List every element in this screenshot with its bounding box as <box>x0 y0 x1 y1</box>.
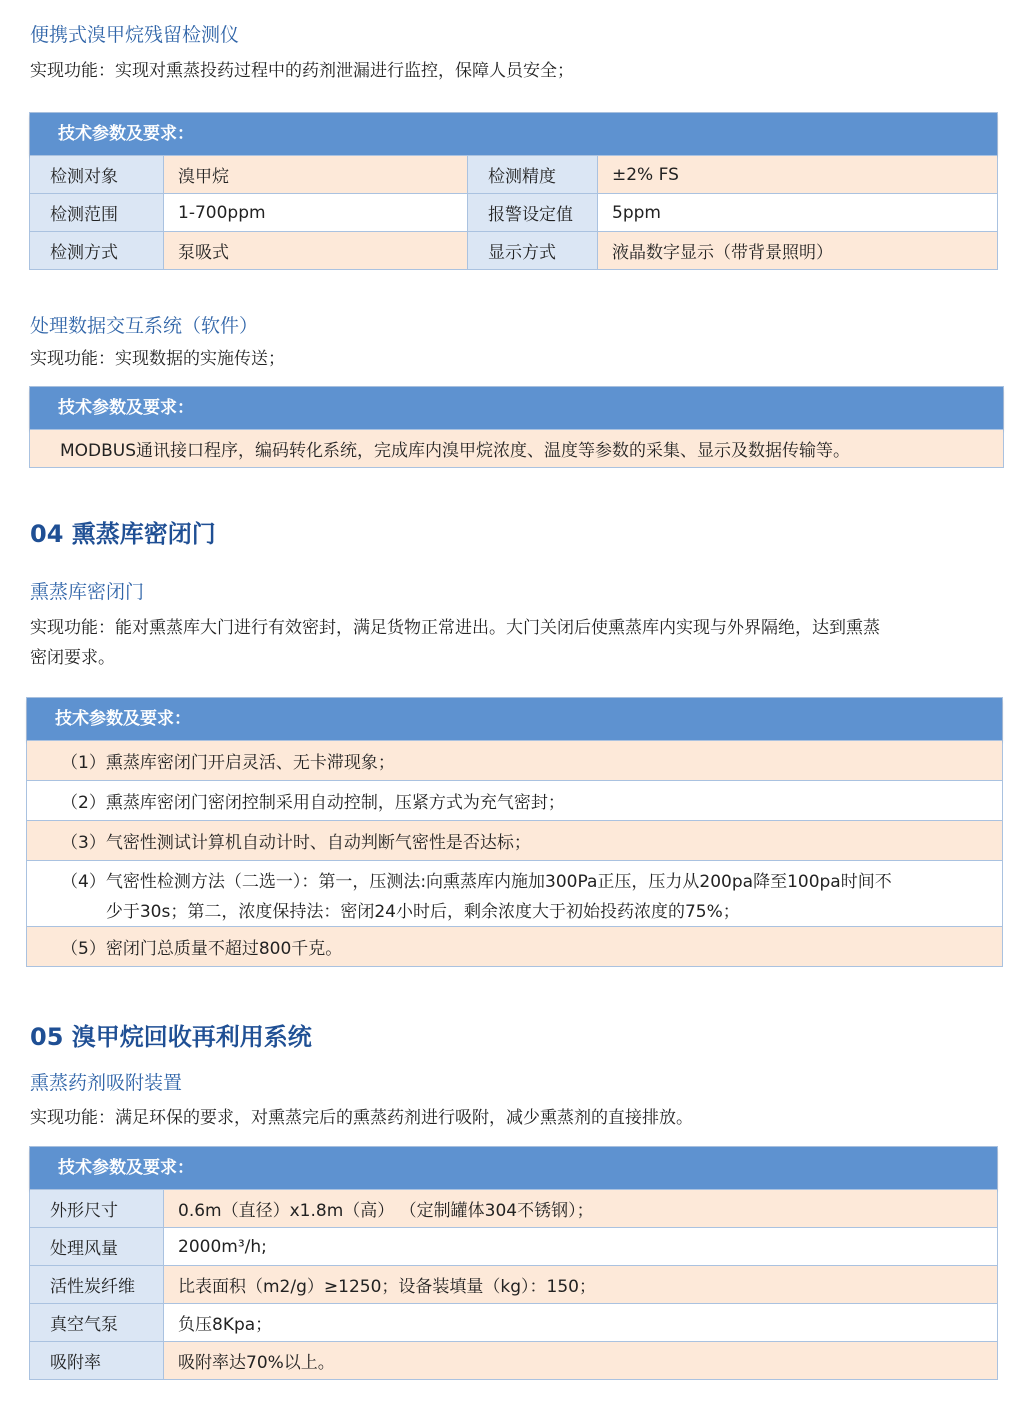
item-text: 密闭门总质量不超过800千克。 <box>105 939 343 959</box>
list-item <box>27 740 1002 780</box>
table-row <box>30 193 997 231</box>
param-value: 2000m³/h; <box>178 1236 267 1257</box>
param-label: 真空气泵 <box>30 1304 164 1341</box>
param-value: 负压8Kpa； <box>178 1315 273 1335</box>
param-value: 液晶数字显示（带背景照明） <box>612 243 833 263</box>
function-text: 实现功能：能对熏蒸库大门进行有效密封，满足货物正常进出。大门关闭后使熏蒸库内实现与外界隔绝，达到熏蒸 <box>30 618 880 638</box>
item-number: （3） <box>61 833 106 853</box>
table-row <box>30 231 997 269</box>
param-value: 泵吸式 <box>178 243 229 263</box>
table-row <box>30 1303 997 1341</box>
table-header: 技术参数及要求： <box>30 1147 997 1189</box>
param-label: 报警设定值 <box>467 194 598 231</box>
spec-table-door <box>26 697 1003 967</box>
param-value: ±2% FS <box>612 164 679 185</box>
table-row <box>30 429 1003 467</box>
param-value: 比表面积（m2/g）≥1250；设备装填量（kg）：150； <box>178 1277 596 1297</box>
spec-table-software <box>29 386 1004 468</box>
section-title: 05 溴甲烷回收再利用系统 <box>30 1023 312 1051</box>
param-value: 吸附率达70%以上。 <box>178 1353 335 1373</box>
item-number: （5） <box>61 939 106 959</box>
table-header: 技术参数及要求： <box>30 113 997 155</box>
param-label: 显示方式 <box>467 232 598 269</box>
item-number: （4） <box>61 872 106 892</box>
param-label: 检测对象 <box>30 156 164 193</box>
function-text: 实现功能：实现数据的实施传送； <box>30 349 285 369</box>
list-item <box>27 780 1002 820</box>
item-text: 熏蒸库密闭门密闭控制采用自动控制，压紧方式为充气密封； <box>105 793 565 813</box>
spec-text: MODBUS通讯接口程序，编码转化系统，完成库内溴甲烷浓度、温度等参数的采集、显示及数据传输等。 <box>60 441 851 461</box>
param-label: 检测方式 <box>30 232 164 269</box>
param-label: 处理风量 <box>30 1228 164 1265</box>
param-value: 1-700ppm <box>178 202 266 223</box>
param-label: 外形尺寸 <box>30 1190 164 1227</box>
item-number: （2） <box>61 793 106 813</box>
list-item <box>27 820 1002 860</box>
table-row <box>30 1189 997 1227</box>
param-value: 0.6m（直径）x1.8m（高） （定制罐体304不锈钢）； <box>178 1201 594 1221</box>
item-text: 气密性检测方法（二选一）：第一，压测法:向熏蒸库内施加300Pa正压，压力从200pa降至100pa时间不 <box>105 872 892 892</box>
param-value: 5ppm <box>612 202 661 223</box>
param-label: 检测范围 <box>30 194 164 231</box>
table-header: 技术参数及要求： <box>30 387 1003 429</box>
section-title: 04 熏蒸库密闭门 <box>30 520 216 548</box>
function-text: 实现功能：满足环保的要求，对熏蒸完后的熏蒸药剂进行吸附，减少熏蒸剂的直接排放。 <box>30 1108 693 1128</box>
table-row <box>30 1227 997 1265</box>
table-header: 技术参数及要求： <box>27 698 1002 740</box>
param-label: 检测精度 <box>467 156 598 193</box>
table-row <box>30 1341 997 1379</box>
param-label: 吸附率 <box>30 1342 164 1379</box>
table-row <box>30 1265 997 1303</box>
subsection-title: 便携式溴甲烷残留检测仪 <box>30 24 240 46</box>
item-text: 熏蒸库密闭门开启灵活、无卡滞现象； <box>105 753 395 773</box>
subsection-title: 熏蒸药剂吸附装置 <box>30 1072 183 1094</box>
function-text: 密闭要求。 <box>30 648 115 668</box>
subsection-title: 熏蒸库密闭门 <box>30 581 145 603</box>
list-item <box>27 926 1002 966</box>
param-label: 活性炭纤维 <box>30 1266 164 1303</box>
item-number: （1） <box>61 753 106 773</box>
subsection-title: 处理数据交互系统（软件） <box>30 315 259 337</box>
spec-table-adsorber <box>29 1146 998 1380</box>
spec-table-detector <box>29 112 998 270</box>
function-text: 实现功能：实现对熏蒸投药过程中的药剂泄漏进行监控，保障人员安全； <box>30 61 574 81</box>
item-text: 气密性测试计算机自动计时、自动判断气密性是否达标； <box>105 833 531 853</box>
param-value: 溴甲烷 <box>178 167 229 187</box>
list-item <box>27 860 1002 926</box>
item-text-continued: 少于30s；第二，浓度保持法：密闭24小时后，剩余浓度大于初始投药浓度的75%； <box>105 902 740 922</box>
table-row <box>30 155 997 193</box>
